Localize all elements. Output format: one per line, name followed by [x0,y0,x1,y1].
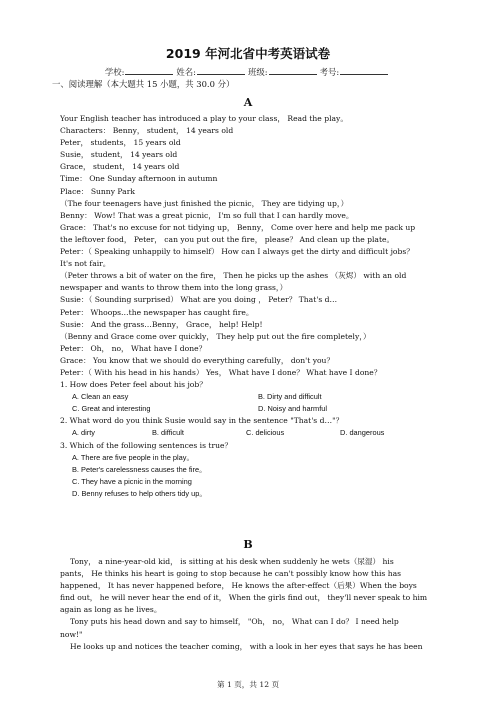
part-a-passage [60,113,446,500]
passage-line: Susie：（ Sounding surprised） What are you doing ， Peter？ That's d… [60,295,338,305]
passage-line: Peter， students， 15 years old [60,138,181,148]
passage-line: Benny： Wow! That was a great picnic， I'm so full that I can hardly move。 [60,210,354,220]
passage-line: Peter： Oh， no， What have I done？ [60,343,207,353]
passage-line: Characters： Benny， student， 14 years old [60,126,234,136]
page-title: 2019 年河北省中考英语试卷 [165,46,331,61]
passage-line: Susie： And the grass…Benny， Grace， help! Help! [60,319,263,329]
passage-line: now!" [60,629,83,639]
passage-line: Place： Sunny Park [60,186,135,196]
option-d[interactable]: D. Noisy and harmful [258,404,328,414]
passage-line: happened， It has never happened before， He knows the after-effect（后果）When the boys [60,581,417,591]
part-b-passage [60,556,446,653]
passage-line: Grace： That's no excuse for not tidying up， Benny， Come over here and help me pack up [60,222,416,232]
passage-line: pants， He thinks his heart is going to stop because he can't possibly know how this has [60,569,402,579]
passage-line: He looks up and notices the teacher coming， with a look in her eyes that says he has been [70,641,423,651]
passage-line: Time： One Sunday afternoon in autumn [60,174,218,184]
page-footer: 第 1 页，共 12 页 [216,680,280,689]
class-label: 班级: [248,67,268,77]
option-c[interactable]: C. They have a picnic in the morning [72,476,192,486]
option-d[interactable]: D. Benny refuses to help others tidy up。 [72,488,207,498]
passage-line: （Peter throws a bit of water on the fire， Then he picks up the ashes （灰烬） with an old [60,271,407,281]
part-a-heading: A [243,96,253,109]
passage-line: the leftover food， Peter， can you put out the fire， please？ And clean up the plate。 [60,234,395,244]
passage-line: Grace， student， 14 years old [60,162,180,172]
question-2-stem: 2. What word do you think Susie would say in the sentence "That's d…"？ [60,416,344,426]
question-2-options-row [60,427,446,439]
school-blank[interactable] [125,66,173,75]
passage-line: Tony puts his head down and say to himself， "Oh， no， What can I do？ I need help [70,617,399,627]
passage-line: Susie， student， 14 years old [60,150,178,160]
class-blank[interactable] [269,66,317,75]
school-label: 学校: [104,67,125,77]
number-label: 考号: [319,67,340,77]
passage-line: find out， he will never hear the end of it， When the girls find out， they'll never speak to him [60,593,428,603]
name-blank[interactable] [197,66,245,75]
question-1-options-row-1 [60,391,446,403]
question-3-stem: 3. Which of the following sentences is true？ [60,440,233,450]
passage-line: Peter：（ With his head in his hands） Yes， What have I done？ What have I done？ [60,367,382,377]
passage-line: Peter：（ Speaking unhappily to himself） How can I always get the dirty and difficult jobs？ [60,247,414,257]
option-a[interactable]: A. There are five people in the play。 [72,452,194,462]
option-b[interactable]: B. difficult [152,428,184,438]
option-b[interactable]: B. Peter's carelessness causes the fire。 [72,464,207,474]
question-1-stem: 1. How does Peter feel about his job？ [60,380,207,390]
passage-line: It's not fair。 [60,259,111,269]
section-heading: 一、阅读理解（本大题共 15 小题，共 30.0 分） [52,79,235,89]
name-label: 姓名: [176,67,196,77]
part-b-heading: B [243,538,253,551]
option-d[interactable]: D. dangerous [340,428,385,438]
passage-line: again as long as he lives。 [60,605,162,615]
student-info-line [0,66,496,78]
passage-line: Grace： You know that we should do everything carefully， don't you？ [60,355,335,365]
question-1-options-row-2 [60,403,446,415]
passage-line: （The four teenagers have just finished the picnic， They are tidying up，） [60,198,349,208]
option-c[interactable]: C. Great and interesting [72,404,151,414]
option-a[interactable]: A. dirty [72,428,95,438]
option-a[interactable]: A. Clean an easy [72,392,129,402]
number-blank[interactable] [340,66,388,75]
passage-line: newspaper and wants to throw them into the long grass，） [60,283,288,293]
passage-line: Peter： Whoops…the newspaper has caught fire。 [60,307,254,317]
option-c[interactable]: C. delicious [246,428,285,438]
passage-line: （Benny and Grace come over quickly， They help put out the fire completely，） [60,331,371,341]
option-b[interactable]: B. Dirty and difficult [258,392,322,402]
passage-line: Tony， a nine-year-old kid， is sitting at his desk when suddenly he wets（尿湿） his [70,557,394,566]
passage-line: Your English teacher has introduced a play to your class， Read the play。 [60,114,348,123]
